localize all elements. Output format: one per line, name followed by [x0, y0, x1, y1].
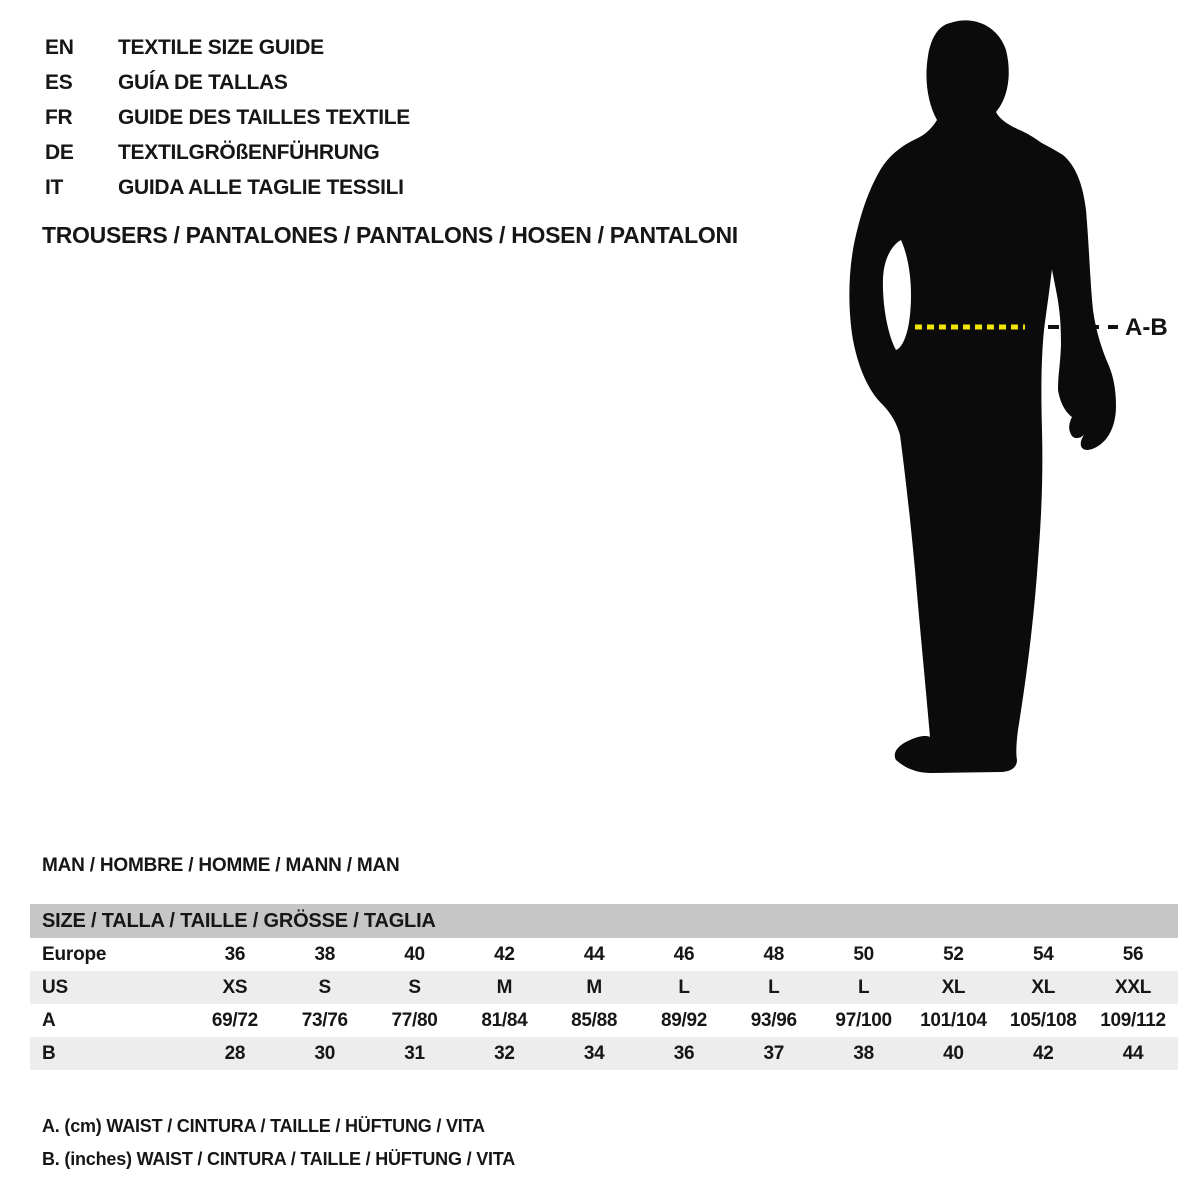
size-cell: XXL: [1115, 976, 1152, 998]
language-title: TEXTILE SIZE GUIDE: [118, 35, 324, 59]
size-cell: 46: [673, 943, 695, 965]
size-cell: 40: [404, 943, 425, 965]
table-row: [30, 1037, 1178, 1070]
man-silhouette-svg: [820, 0, 1200, 800]
language-code: EN: [45, 35, 74, 59]
size-cell: 38: [853, 1042, 874, 1064]
measure-label: A-B: [1125, 314, 1168, 341]
size-cell: 101/104: [920, 1009, 987, 1031]
note-waist-cm: A. (cm) WAIST / CINTURA / TAILLE / HÜFTUNG / VITA: [42, 1116, 485, 1136]
language-title: TEXTILGRÖßENFÜHRUNG: [118, 140, 380, 164]
size-cell: 81/84: [481, 1009, 528, 1031]
size-cell: M: [496, 976, 513, 998]
size-cell: 56: [1122, 943, 1144, 965]
size-cell: 73/76: [301, 1009, 348, 1031]
table-row: [30, 1004, 1178, 1037]
size-cell: 54: [1032, 943, 1054, 965]
size-cell: XL: [1031, 976, 1056, 998]
man-silhouette-figure: [820, 0, 1200, 800]
language-code: DE: [45, 140, 74, 164]
size-cell: 93/96: [750, 1009, 797, 1031]
size-cell: XS: [222, 976, 248, 998]
language-code: ES: [45, 70, 73, 94]
product-category-title: TROUSERS / PANTALONES / PANTALONS / HOSEN / PANTALONI: [42, 222, 738, 248]
size-cell: 40: [943, 1042, 964, 1064]
size-cell: 37: [763, 1042, 785, 1064]
size-cell: S: [408, 976, 421, 998]
size-cell: 31: [404, 1042, 425, 1064]
row-label: US: [42, 976, 68, 998]
size-cell: 32: [494, 1042, 515, 1064]
row-label: A: [42, 1009, 56, 1031]
language-list: [45, 30, 410, 205]
size-cell: 28: [224, 1042, 246, 1064]
size-cell: 77/80: [391, 1009, 438, 1031]
size-cell: 30: [314, 1042, 335, 1064]
language-code: FR: [45, 105, 73, 129]
size-cell: 36: [224, 943, 246, 965]
table-row: [30, 971, 1178, 1004]
man-silhouette: [849, 20, 1116, 773]
language-title: GUIDE DES TAILLES TEXTILE: [118, 105, 410, 129]
size-cell: 44: [1122, 1042, 1144, 1064]
size-cell: 50: [853, 943, 874, 965]
gender-section-title: MAN / HOMBRE / HOMME / MANN / MAN: [42, 855, 400, 876]
silhouette-body: [849, 20, 1057, 773]
size-cell: 109/112: [1100, 1009, 1166, 1031]
size-cell: 85/88: [571, 1009, 618, 1031]
size-cell: 34: [583, 1042, 605, 1064]
language-row: [45, 30, 410, 65]
size-cell: 48: [763, 943, 785, 965]
size-cell: L: [768, 976, 780, 998]
size-cell: 52: [943, 943, 964, 965]
language-row: [45, 65, 410, 100]
size-cell: L: [678, 976, 690, 998]
size-cell: M: [586, 976, 602, 998]
language-row: [45, 100, 410, 135]
size-table: [30, 904, 1178, 1070]
size-cell: 69/72: [211, 1009, 258, 1031]
note-waist-inches: B. (inches) WAIST / CINTURA / TAILLE / HÜFTUNG / VITA: [42, 1149, 516, 1169]
size-cell: 38: [314, 943, 335, 965]
language-row: [45, 170, 410, 205]
size-cell: 42: [1032, 1042, 1054, 1064]
size-cell: S: [318, 976, 331, 998]
language-title: GUIDA ALLE TAGLIE TESSILI: [118, 175, 404, 199]
size-cell: 36: [673, 1042, 695, 1064]
size-cell: XL: [941, 976, 966, 998]
size-cell: L: [857, 976, 870, 998]
size-table-body: [30, 938, 1178, 1070]
row-label: Europe: [42, 943, 107, 965]
language-title: GUÍA DE TALLAS: [118, 70, 288, 94]
size-cell: 105/108: [1009, 1009, 1077, 1031]
row-label: B: [42, 1042, 56, 1064]
size-table-header: SIZE / TALLA / TAILLE / GRÖSSE / TAGLIA: [30, 904, 1178, 938]
language-code: IT: [45, 175, 64, 199]
size-cell: 44: [583, 943, 605, 965]
size-cell: 89/92: [660, 1009, 707, 1031]
table-row: [30, 938, 1178, 971]
size-cell: 97/100: [835, 1009, 892, 1031]
language-row: [45, 135, 410, 170]
size-cell: 42: [494, 943, 515, 965]
